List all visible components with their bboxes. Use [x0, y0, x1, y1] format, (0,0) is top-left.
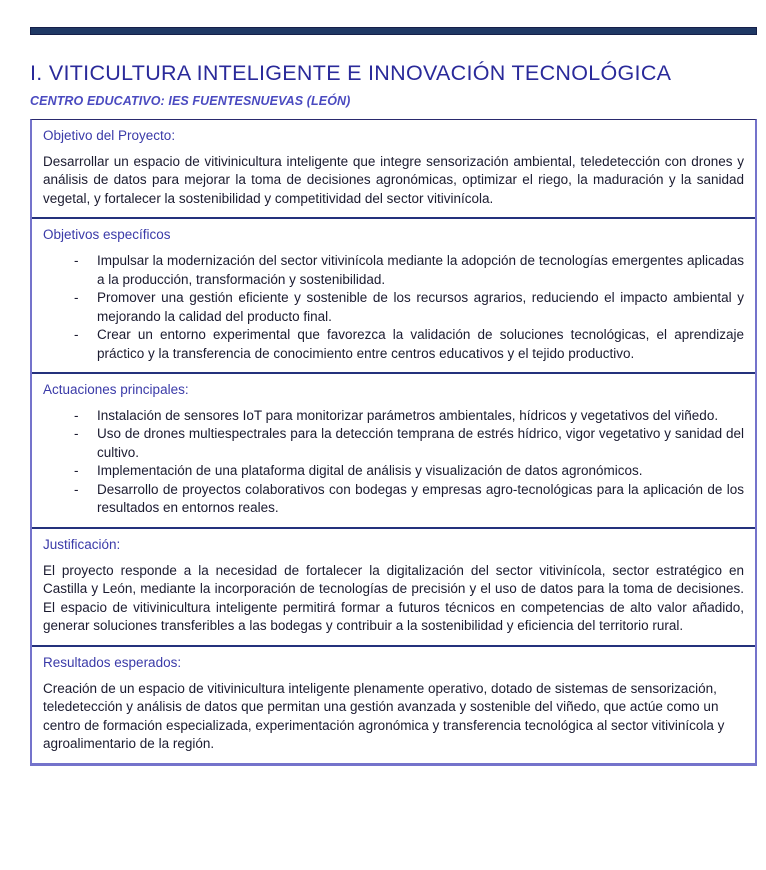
bullet-text: Promover una gestión eficiente y sostenible de los recursos agrarios, reduciendo el impacto ambiental y mejorando la calidad del producto final.	[97, 290, 744, 324]
bullet-item	[74, 407, 744, 426]
page-title: I. VITICULTURA INTELIGENTE E INNOVACIÓN TECNOLÓGICA	[30, 61, 672, 85]
bullet-list-actuaciones	[43, 407, 744, 518]
bullet-item	[74, 481, 744, 518]
bullet-item	[74, 462, 744, 481]
section-paragraph-resultados: Creación de un espacio de vitivinicultura inteligente plenamente operativo, dotado de sistemas de sensorización, teledetección y análisis de datos que permitan una gestión avanzada y sostenible del viñedo, que actúe como un centro de formación especializada, experimentación agronómica y transferencia tecnológica al sector vitivinícola y agroalimentario de la región.	[43, 680, 725, 752]
section-paragraph-objetivo: Desarrollar un espacio de vitivinicultura inteligente que integre sensorización ambiental, teledetección con drones y análisis de datos para mejorar la toma de decisiones agronómicas, optimizar el riego, la maduración y la sanidad vegetal, y fortalecer la sostenibilidad y competitividad del sector vitivinícola.	[43, 153, 744, 206]
section-row-resultados	[32, 645, 755, 763]
section-row-objetivo	[32, 120, 755, 217]
section-row-actuaciones	[32, 372, 755, 527]
bullet-list-objetivos-especificos	[43, 252, 744, 363]
section-heading-resultados: Resultados esperados:	[43, 654, 182, 670]
bullet-dash-icon: -	[74, 426, 79, 442]
section-paragraph-justificacion: El proyecto responde a la necesidad de fortalecer la digitalización del sector vitivinícola, sector estratégico en Castilla y León, mediante la incorporación de tecnologías de precisión y el uso de datos para la toma de decisiones. El espacio de vitivinicultura inteligente permitirá formar a futuros técnicos en competencias de alto valor añadido, generar soluciones transferibles a las bodegas y contribuir a la sostenibilidad y eficiencia del territorio rural.	[43, 562, 744, 634]
bullet-text: Crear un entorno experimental que favorezca la validación de soluciones tecnológicas, el aprendizaje práctico y la transferencia de conocimiento entre centros educativos y el tejido productivo.	[97, 327, 744, 361]
bullet-item	[74, 289, 744, 326]
document-page	[30, 27, 757, 766]
bullet-text: Desarrollo de proyectos colaborativos con bodegas y empresas agro-tecnológicas para la aplicación de los resultados en entornos reales.	[97, 481, 744, 516]
bullet-text: Impulsar la modernización del sector vitivinícola mediante la adopción de tecnologías emergentes aplicadas a la producción, transformación y sostenibilidad.	[97, 253, 744, 287]
bullet-dash-icon: -	[74, 407, 79, 423]
bullet-text: Instalación de sensores IoT para monitorizar parámetros ambientales, hídricos y vegetativos del viñedo.	[97, 407, 719, 423]
bullet-text: Implementación de una plataforma digital de análisis y visualización de datos agronómicos.	[97, 463, 643, 479]
bullet-item	[74, 425, 744, 462]
section-row-justificacion	[32, 527, 755, 645]
page-subtitle: CENTRO EDUCATIVO: IES FUENTESNUEVAS (LEÓN)	[30, 93, 351, 108]
sections-table	[30, 119, 757, 766]
bullet-item	[74, 326, 744, 363]
section-heading-objetivos-especificos: Objetivos específicos	[43, 227, 171, 243]
bullet-dash-icon: -	[74, 463, 79, 479]
bullet-text: Uso de drones multiespectrales para la detección temprana de estrés hídrico, vigor vegetativo y sanidad del cultivo.	[97, 426, 744, 460]
bullet-dash-icon: -	[74, 253, 79, 269]
section-row-objetivos-especificos	[32, 217, 755, 372]
section-heading-objetivo: Objetivo del Proyecto:	[43, 127, 176, 143]
top-divider-bar	[30, 27, 757, 35]
bullet-dash-icon: -	[74, 290, 79, 306]
bullet-dash-icon: -	[74, 481, 79, 497]
bullet-item	[74, 252, 744, 289]
bullet-dash-icon: -	[74, 327, 79, 343]
section-heading-actuaciones: Actuaciones principales:	[43, 382, 189, 398]
section-heading-justificacion: Justificación:	[43, 536, 121, 552]
